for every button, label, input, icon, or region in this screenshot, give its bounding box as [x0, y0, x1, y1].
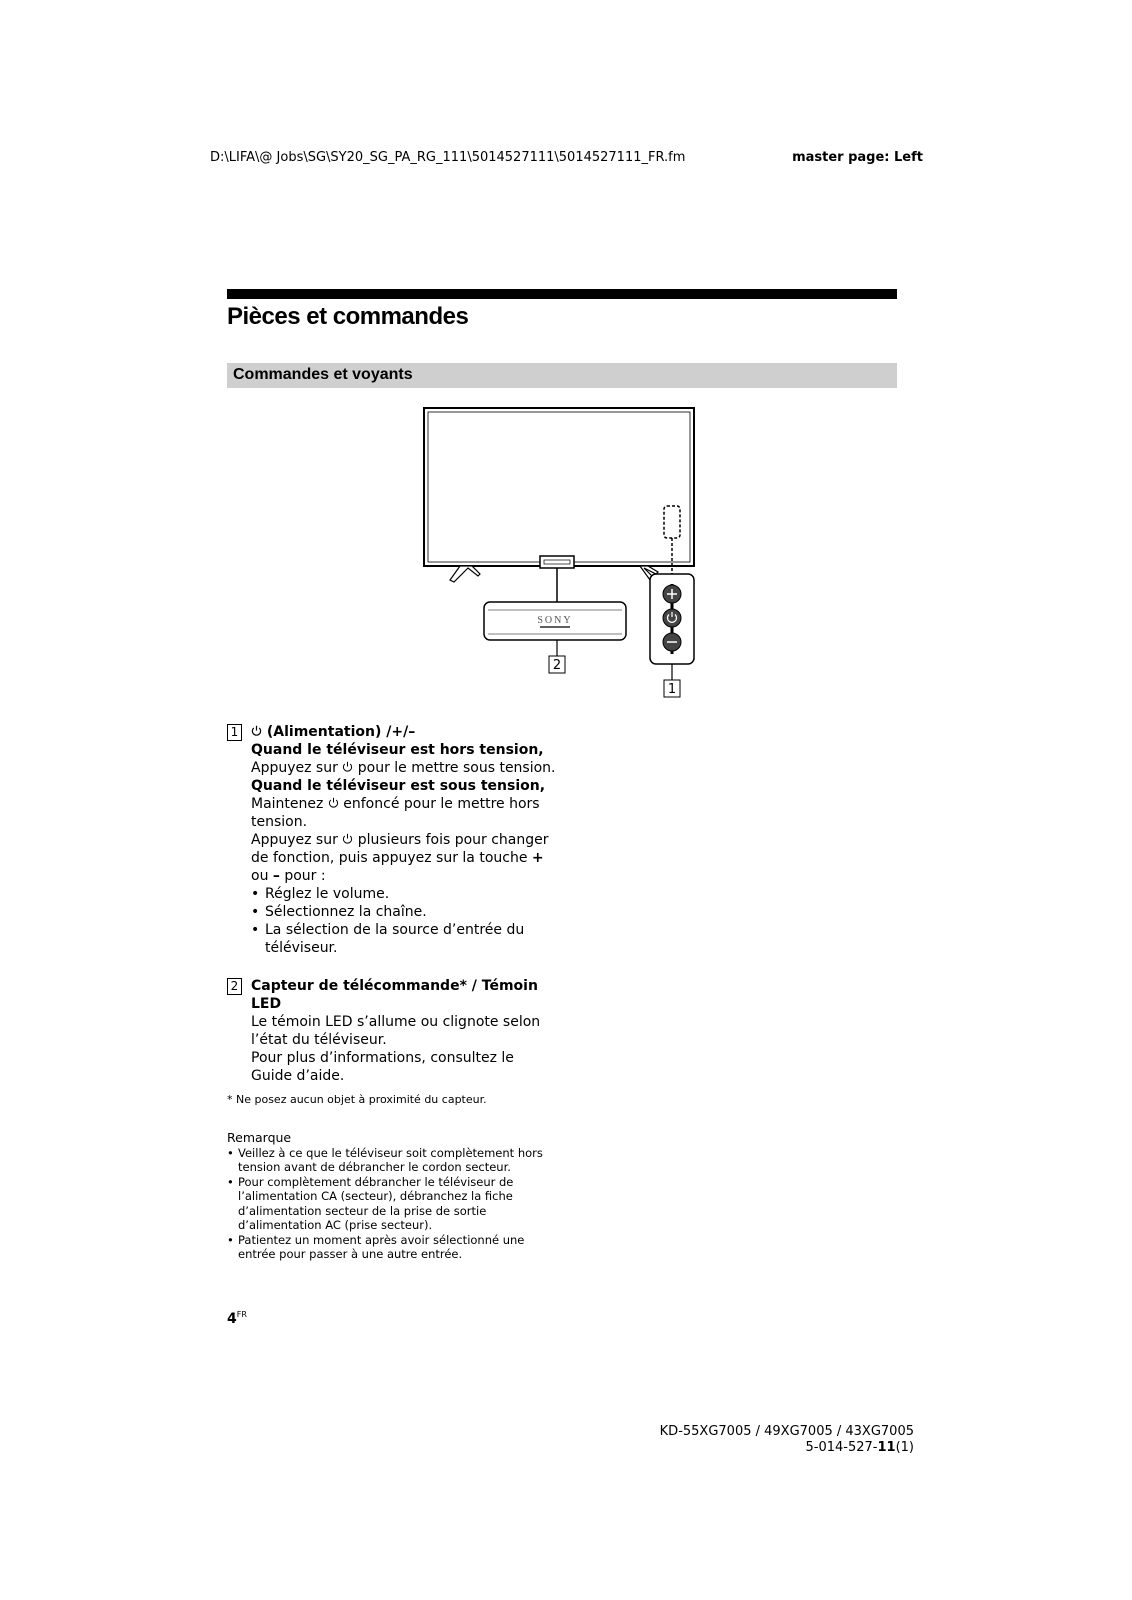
item-power — [227, 723, 557, 957]
item-title: (Alimentation) /+/– — [251, 723, 557, 741]
item-text: Maintenez enfoncé pour le mettre hors tension. — [251, 796, 540, 830]
item-sensor — [227, 977, 557, 1085]
list-item: • Sélectionnez la chaîne. — [251, 903, 557, 921]
item-subtitle-off: Quand le téléviseur est hors tension, — [251, 742, 544, 758]
list-item: • La sélection de la source d’entrée du téléviseur. — [251, 921, 557, 957]
power-icon — [342, 833, 353, 845]
tv-left-leg — [450, 566, 480, 582]
file-path: D:\LIFA\@ Jobs\SG\SY20_SG_PA_RG_111\5014527111\5014527111_FR.fm — [210, 150, 686, 165]
power-icon — [342, 761, 353, 773]
master-page-label: master page: Left — [792, 150, 923, 165]
remark-title: Remarque — [227, 1130, 292, 1145]
item-text: Le témoin LED s’allume ou clignote selon l’état du téléviseur. — [251, 1014, 541, 1048]
list-item: • Réglez le volume. — [251, 885, 557, 903]
doc-number: 5-014-527-11(1) — [805, 1440, 914, 1455]
item-text: Pour plus d’informations, consultez le Guide d’aide. — [251, 1050, 514, 1084]
item-text: Appuyez sur plusieurs fois pour changer de fonction, puis appuyez sur la touche + ou – pour : — [251, 832, 549, 884]
item-subtitle-on: Quand le téléviseur est sous tension, — [251, 778, 546, 794]
list-item: • Patientez un moment après avoir sélectionné une entrée pour passer à une autre entrée. — [227, 1233, 547, 1262]
svg-text:2: 2 — [552, 658, 562, 673]
item-text: Appuyez sur pour le mettre sous tension. — [251, 760, 556, 776]
page-number: $4^{FR}$ — [227, 1310, 247, 1327]
item-number-1: 1 — [227, 724, 242, 741]
remark-box — [227, 1131, 547, 1262]
page-title: Pièces et commandes — [227, 303, 469, 330]
plus-icon — [663, 585, 681, 603]
power-icon — [663, 609, 681, 627]
item-number-2: 2 — [227, 978, 242, 995]
svg-text:1: 1 — [667, 682, 677, 697]
model-list: KD-55XG7005 / 49XG7005 / 43XG7005 — [659, 1424, 914, 1439]
list-item: • Veillez à ce que le téléviseur soit complètement hors tension avant de débrancher le cordon secteur. — [227, 1146, 547, 1175]
power-icon — [328, 797, 339, 809]
subsection-title: Commandes et voyants — [233, 366, 413, 383]
tv-diagram — [420, 404, 700, 704]
tv-screen — [424, 408, 694, 566]
sony-logo: SONY — [537, 615, 573, 626]
power-icon — [251, 725, 262, 737]
section-rule — [227, 289, 897, 299]
list-item: • Pour complètement débrancher le téléviseur de l’alimentation CA (secteur), débranchez la fiche d’alimentation secteur de la prise de sortie d’alimentation AC (prise secteur). — [227, 1175, 547, 1233]
footnote: * Ne posez aucun objet à proximité du capteur. — [227, 1093, 487, 1106]
model-info — [660, 1424, 914, 1456]
minus-icon — [663, 633, 681, 651]
item-title: Capteur de télécommande* / Témoin LED — [251, 978, 538, 1012]
tv-logo-block — [540, 556, 574, 568]
function-list — [251, 885, 557, 957]
